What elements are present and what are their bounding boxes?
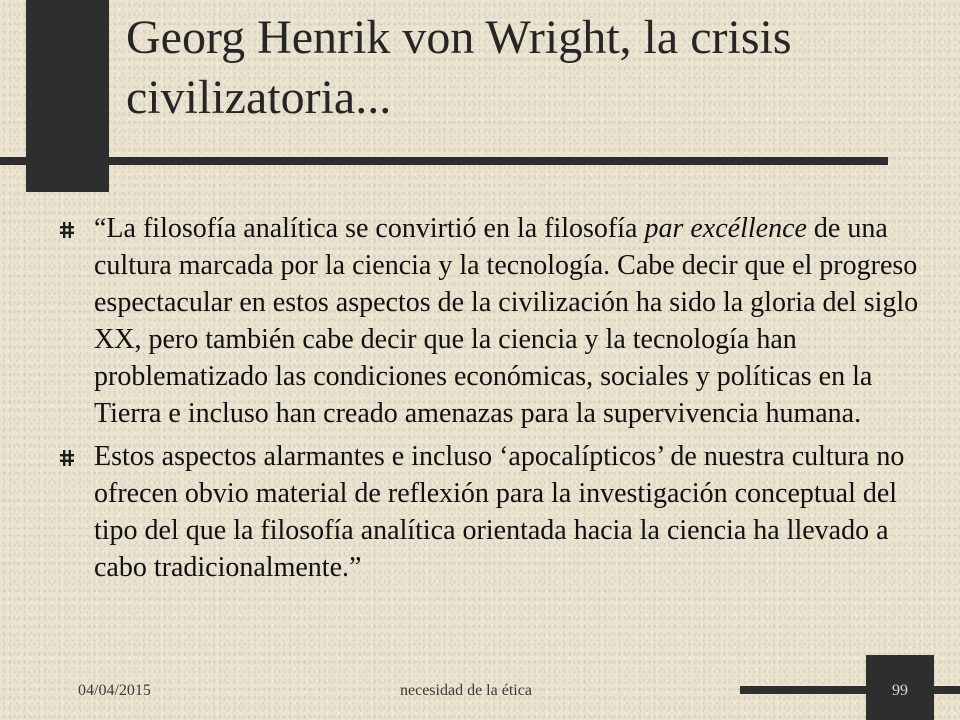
slide-title: Georg Henrik von Wright, la crisis civilizatoria... <box>126 11 792 124</box>
bullet-item-1 <box>56 210 926 432</box>
bullet-1-italic: par excéllence <box>644 213 807 244</box>
bullet-1-text-rest: de una cultura marcada por la ciencia y la tecnología. Cabe decir que el progreso espectacular en estos aspectos de la civilización ha sido la gloria del siglo XX, pero también cabe decir que la ciencia y la tecnología han problematizado las condiciones económicas, sociales y políticas en la Tierra e incluso han creado amenazas para la supervivencia humana. <box>94 213 919 429</box>
title-rule <box>0 157 888 165</box>
bullet-item-2 <box>56 438 926 586</box>
hash-bullet-icon <box>60 450 74 466</box>
bullet-1-text: “La filosofía analítica se convirtió en la filosofía <box>94 213 645 244</box>
footer-date: 04/04/2015 <box>78 682 151 699</box>
page-number: 99 <box>892 682 908 699</box>
hash-bullet-icon <box>60 222 74 238</box>
slide-body <box>56 210 926 592</box>
footer-title: necesidad de la ética <box>400 682 532 699</box>
bullet-2-text: Estos aspectos alarmantes e incluso ‘apocalípticos’ de nuestra cultura no ofrecen obvio material de reflexión para la investigación conceptual del tipo del que la filosofía analítica orientada hacia la ciencia ha llevado a cabo tradicionalmente.” <box>94 441 905 583</box>
